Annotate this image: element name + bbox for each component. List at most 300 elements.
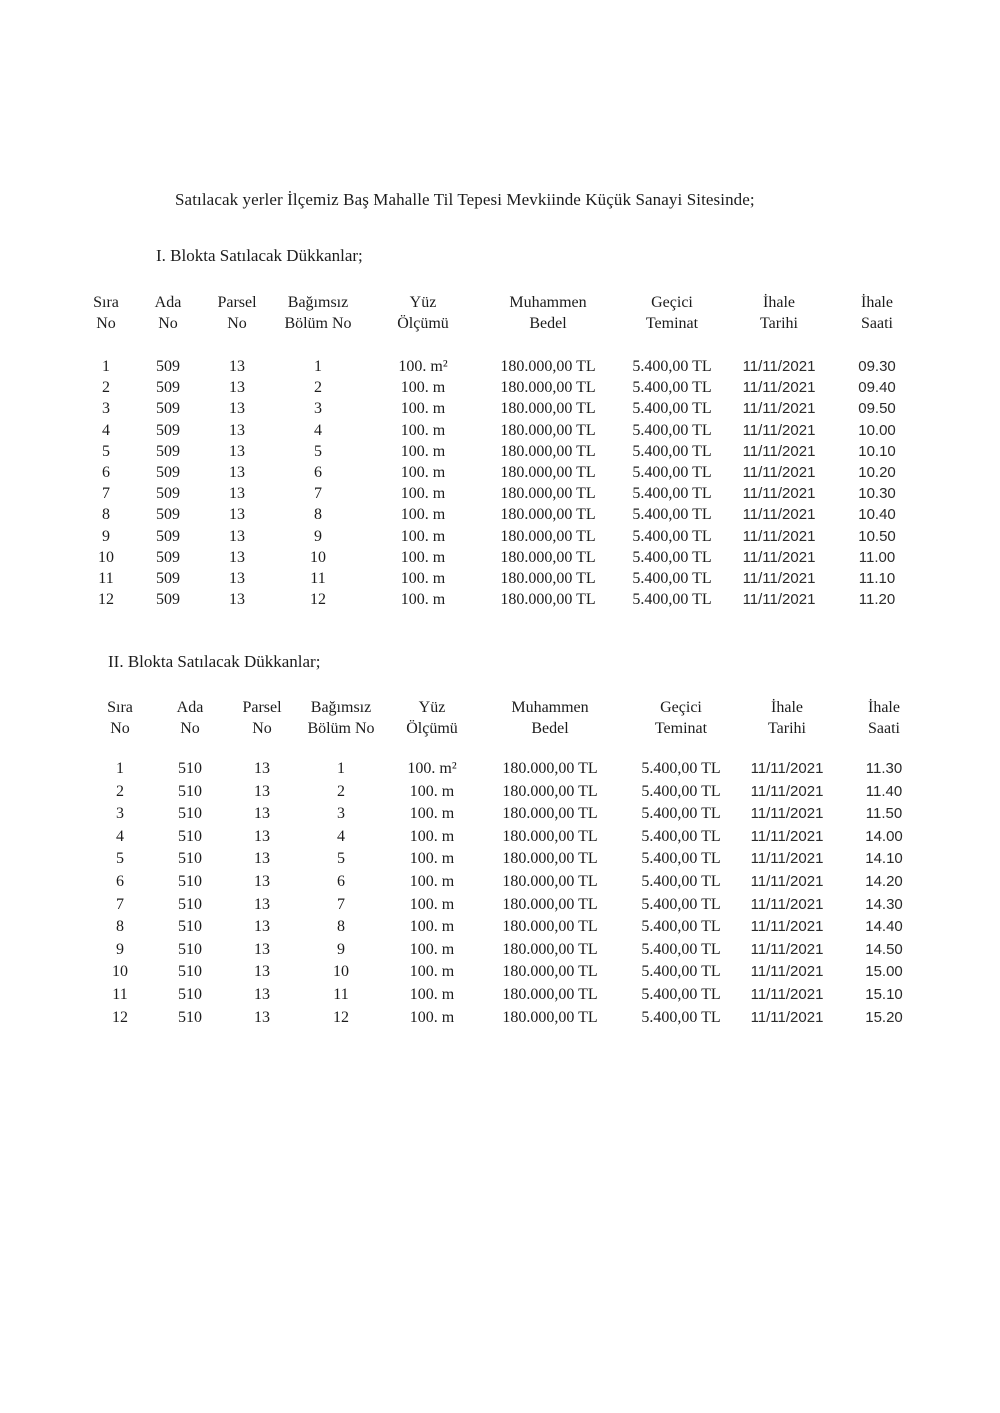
cell-ada-no: 510	[178, 805, 202, 823]
header-sira-no	[93, 292, 119, 334]
cell-ada-no: 510	[178, 850, 202, 868]
cell-muhammen-bedel: 180.000,00 TL	[500, 421, 596, 439]
cell-parsel-no: 13	[254, 805, 270, 823]
cell-gecici-teminat: 5.400,00 TL	[641, 985, 721, 1003]
cell-ada-no: 509	[156, 463, 180, 481]
cell-muhammen-bedel: 180.000,00 TL	[502, 827, 598, 845]
cell-yuz-olcumu: 100. m	[409, 850, 455, 868]
cell-ihale-tarihi: 11/11/2021	[742, 485, 816, 503]
cell-muhammen-bedel: 180.000,00 TL	[500, 591, 596, 609]
cell-muhammen-bedel: 180.000,00 TL	[502, 805, 598, 823]
table-row	[0, 379, 1000, 400]
cell-parsel-no: 13	[254, 940, 270, 958]
cell-yuz-olcumu: 100. m²	[398, 358, 448, 375]
cell-gecici-teminat: 5.400,00 TL	[641, 827, 721, 845]
cell-ihale-tarihi: 11/11/2021	[750, 895, 824, 913]
cell-muhammen-bedel: 180.000,00 TL	[500, 485, 596, 503]
header-line: No	[110, 720, 130, 737]
cell-gecici-teminat: 5.400,00 TL	[641, 872, 721, 890]
cell-parsel-no: 13	[229, 569, 245, 587]
header-line: Bölüm No	[284, 315, 352, 332]
table-row	[0, 506, 1000, 527]
cell-yuz-olcumu: 100. m	[409, 782, 455, 800]
cell-ihale-tarihi: 11/11/2021	[742, 506, 816, 524]
block-1-table	[0, 292, 1000, 612]
header-line: Teminat	[654, 720, 708, 737]
cell-ihale-tarihi: 11/11/2021	[750, 1008, 824, 1026]
cell-ada-no: 510	[178, 940, 202, 958]
header-line: No	[252, 720, 272, 737]
header-sira-no	[107, 697, 133, 739]
cell-gecici-teminat: 5.400,00 TL	[641, 782, 721, 800]
table-row	[0, 549, 1000, 570]
cell-parsel-no: 13	[229, 463, 245, 481]
table-row	[0, 873, 1000, 896]
header-line: Tarihi	[768, 720, 806, 737]
header-line: Ada	[154, 294, 182, 311]
table-row	[0, 358, 1000, 379]
cell-bagimsiz-bolum-no: 1	[337, 760, 345, 777]
cell-ihale-saati: 15.00	[865, 963, 903, 981]
header-line: Parsel	[217, 294, 257, 311]
cell-parsel-no: 13	[229, 400, 245, 418]
cell-sira-no: 8	[116, 918, 124, 936]
cell-sira-no: 3	[102, 400, 110, 418]
header-line: Saati	[868, 720, 900, 737]
cell-ada-no: 509	[156, 506, 180, 524]
cell-bagimsiz-bolum-no: 12	[310, 591, 326, 609]
table-row	[0, 941, 1000, 964]
cell-yuz-olcumu: 100. m	[409, 940, 455, 958]
cell-ihale-saati: 14.50	[865, 940, 903, 958]
cell-gecici-teminat: 5.400,00 TL	[632, 527, 712, 545]
cell-gecici-teminat: 5.400,00 TL	[641, 895, 721, 913]
cell-muhammen-bedel: 180.000,00 TL	[500, 379, 596, 397]
cell-parsel-no: 13	[254, 872, 270, 890]
cell-ihale-saati: 14.20	[865, 872, 903, 890]
cell-sira-no: 8	[102, 506, 110, 524]
cell-parsel-no: 13	[254, 985, 270, 1003]
block-2-table	[0, 697, 1000, 1031]
table-row	[0, 591, 1000, 612]
cell-muhammen-bedel: 180.000,00 TL	[500, 400, 596, 418]
header-line: Yüz	[418, 699, 446, 716]
table-row	[0, 828, 1000, 851]
cell-ihale-saati: 11.00	[858, 548, 896, 566]
cell-gecici-teminat: 5.400,00 TL	[632, 463, 712, 481]
cell-ada-no: 509	[156, 421, 180, 439]
header-line: No	[227, 315, 247, 332]
cell-yuz-olcumu: 100. m	[400, 463, 446, 481]
cell-parsel-no: 13	[229, 506, 245, 524]
cell-ihale-tarihi: 11/11/2021	[750, 940, 824, 958]
cell-bagimsiz-bolum-no: 5	[314, 442, 322, 460]
cell-muhammen-bedel: 180.000,00 TL	[500, 506, 596, 524]
cell-gecici-teminat: 5.400,00 TL	[632, 548, 712, 566]
cell-yuz-olcumu: 100. m²	[407, 760, 457, 777]
cell-bagimsiz-bolum-no: 4	[337, 827, 345, 845]
table-row	[0, 850, 1000, 873]
cell-gecici-teminat: 5.400,00 TL	[632, 569, 712, 587]
header-line: İhale	[771, 699, 803, 716]
cell-bagimsiz-bolum-no: 2	[314, 379, 322, 397]
cell-yuz-olcumu: 100. m	[409, 1008, 455, 1026]
table-header	[0, 697, 1000, 747]
header-gecici-teminat	[655, 697, 707, 739]
cell-ada-no: 509	[156, 548, 180, 566]
cell-gecici-teminat: 5.400,00 TL	[641, 850, 721, 868]
header-line: Parsel	[242, 699, 282, 716]
cell-gecici-teminat: 5.400,00 TL	[632, 506, 712, 524]
cell-parsel-no: 13	[229, 421, 245, 439]
cell-bagimsiz-bolum-no: 11	[310, 569, 326, 587]
cell-gecici-teminat: 5.400,00 TL	[632, 400, 712, 418]
header-line: Bağımsız	[310, 699, 372, 716]
cell-ihale-tarihi: 11/11/2021	[750, 850, 824, 868]
cell-gecici-teminat: 5.400,00 TL	[641, 918, 721, 936]
cell-bagimsiz-bolum-no: 8	[337, 918, 345, 936]
cell-parsel-no: 13	[229, 358, 245, 375]
cell-ihale-saati: 11.10	[858, 569, 896, 587]
cell-sira-no: 7	[102, 485, 110, 503]
cell-ihale-tarihi: 11/11/2021	[750, 805, 824, 823]
cell-gecici-teminat: 5.400,00 TL	[632, 379, 712, 397]
cell-gecici-teminat: 5.400,00 TL	[632, 442, 712, 460]
cell-bagimsiz-bolum-no: 7	[337, 895, 345, 913]
cell-ada-no: 509	[156, 358, 180, 375]
cell-bagimsiz-bolum-no: 4	[314, 421, 322, 439]
table-row	[0, 570, 1000, 591]
cell-gecici-teminat: 5.400,00 TL	[641, 963, 721, 981]
cell-ihale-tarihi: 11/11/2021	[742, 442, 816, 460]
cell-yuz-olcumu: 100. m	[409, 918, 455, 936]
cell-parsel-no: 13	[254, 850, 270, 868]
table-row	[0, 464, 1000, 485]
cell-ihale-saati: 11.20	[858, 591, 896, 609]
header-line: Ölçümü	[406, 720, 458, 737]
cell-bagimsiz-bolum-no: 10	[333, 963, 349, 981]
cell-muhammen-bedel: 180.000,00 TL	[500, 548, 596, 566]
table-row	[0, 963, 1000, 986]
cell-muhammen-bedel: 180.000,00 TL	[502, 1008, 598, 1026]
cell-muhammen-bedel: 180.000,00 TL	[502, 963, 598, 981]
cell-parsel-no: 13	[254, 963, 270, 981]
cell-yuz-olcumu: 100. m	[409, 872, 455, 890]
cell-bagimsiz-bolum-no: 3	[337, 805, 345, 823]
cell-sira-no: 12	[112, 1008, 128, 1026]
cell-ada-no: 509	[156, 527, 180, 545]
cell-bagimsiz-bolum-no: 3	[314, 400, 322, 418]
header-line: Saati	[861, 315, 893, 332]
cell-ihale-tarihi: 11/11/2021	[750, 872, 824, 890]
cell-ada-no: 510	[178, 827, 202, 845]
cell-sira-no: 1	[116, 760, 124, 777]
table-row	[0, 1009, 1000, 1032]
cell-muhammen-bedel: 180.000,00 TL	[500, 442, 596, 460]
header-bagimsiz-bolum-no	[307, 697, 374, 739]
cell-ihale-saati: 10.30	[858, 485, 896, 503]
header-line: No	[180, 720, 200, 737]
cell-parsel-no: 13	[254, 918, 270, 936]
cell-yuz-olcumu: 100. m	[409, 827, 455, 845]
table-row	[0, 783, 1000, 806]
cell-ada-no: 510	[178, 963, 202, 981]
cell-gecici-teminat: 5.400,00 TL	[641, 1008, 721, 1026]
cell-sira-no: 2	[116, 782, 124, 800]
cell-sira-no: 12	[98, 591, 114, 609]
cell-ihale-saati: 15.10	[865, 985, 903, 1003]
cell-ihale-saati: 10.00	[858, 421, 896, 439]
cell-parsel-no: 13	[254, 782, 270, 800]
cell-muhammen-bedel: 180.000,00 TL	[502, 918, 598, 936]
header-line: İhale	[868, 699, 900, 716]
cell-ihale-saati: 09.30	[858, 358, 896, 375]
cell-sira-no: 11	[112, 985, 128, 1003]
cell-sira-no: 10	[112, 963, 128, 981]
cell-ihale-saati: 14.30	[865, 895, 903, 913]
cell-ihale-tarihi: 11/11/2021	[750, 782, 824, 800]
cell-ihale-saati: 15.20	[865, 1008, 903, 1026]
cell-ada-no: 509	[156, 591, 180, 609]
header-ihale-saati	[861, 292, 893, 334]
cell-gecici-teminat: 5.400,00 TL	[632, 485, 712, 503]
cell-muhammen-bedel: 180.000,00 TL	[502, 872, 598, 890]
cell-ihale-tarihi: 11/11/2021	[742, 379, 816, 397]
cell-sira-no: 7	[116, 895, 124, 913]
cell-ihale-tarihi: 11/11/2021	[742, 358, 816, 375]
cell-ihale-saati: 09.50	[858, 400, 896, 418]
intro-text: Satılacak yerler İlçemiz Baş Mahalle Til Tepesi Mevkiinde Küçük Sanayi Sitesinde;	[175, 190, 755, 209]
cell-ada-no: 510	[178, 895, 202, 913]
cell-yuz-olcumu: 100. m	[409, 805, 455, 823]
cell-ihale-saati: 09.40	[858, 379, 896, 397]
cell-sira-no: 9	[116, 940, 124, 958]
cell-gecici-teminat: 5.400,00 TL	[632, 591, 712, 609]
header-ihale-tarihi	[760, 292, 798, 334]
header-line: Bedel	[531, 720, 569, 737]
cell-bagimsiz-bolum-no: 6	[314, 463, 322, 481]
header-ihale-saati	[868, 697, 900, 739]
cell-parsel-no: 13	[254, 760, 270, 777]
cell-ihale-saati: 14.10	[865, 850, 903, 868]
cell-yuz-olcumu: 100. m	[400, 527, 446, 545]
header-parsel-no	[242, 697, 281, 739]
cell-ihale-tarihi: 11/11/2021	[742, 400, 816, 418]
cell-parsel-no: 13	[229, 548, 245, 566]
cell-yuz-olcumu: 100. m	[400, 485, 446, 503]
cell-muhammen-bedel: 180.000,00 TL	[502, 940, 598, 958]
table-header	[0, 292, 1000, 342]
table-row	[0, 918, 1000, 941]
header-line: Ölçümü	[397, 315, 449, 332]
header-ada-no	[177, 697, 204, 739]
cell-bagimsiz-bolum-no: 7	[314, 485, 322, 503]
cell-muhammen-bedel: 180.000,00 TL	[502, 760, 598, 777]
cell-sira-no: 5	[116, 850, 124, 868]
cell-bagimsiz-bolum-no: 11	[333, 985, 349, 1003]
cell-yuz-olcumu: 100. m	[400, 442, 446, 460]
cell-ihale-tarihi: 11/11/2021	[742, 591, 816, 609]
header-muhammen-bedel	[509, 292, 586, 334]
cell-muhammen-bedel: 180.000,00 TL	[502, 850, 598, 868]
header-line: Bölüm No	[307, 720, 375, 737]
cell-bagimsiz-bolum-no: 1	[314, 358, 322, 375]
cell-ihale-saati: 10.40	[858, 506, 896, 524]
cell-ada-no: 509	[156, 569, 180, 587]
cell-ihale-tarihi: 11/11/2021	[742, 527, 816, 545]
cell-sira-no: 4	[102, 421, 110, 439]
cell-parsel-no: 13	[229, 442, 245, 460]
cell-bagimsiz-bolum-no: 6	[337, 872, 345, 890]
cell-ada-no: 510	[178, 782, 202, 800]
cell-muhammen-bedel: 180.000,00 TL	[502, 985, 598, 1003]
cell-ihale-tarihi: 11/11/2021	[742, 421, 816, 439]
cell-ada-no: 509	[156, 442, 180, 460]
table-row	[0, 896, 1000, 919]
header-line: Teminat	[645, 315, 699, 332]
table-row	[0, 805, 1000, 828]
cell-ihale-tarihi: 11/11/2021	[750, 827, 824, 845]
header-line: Sıra	[93, 294, 119, 311]
cell-sira-no: 6	[116, 872, 124, 890]
cell-ihale-saati: 14.40	[865, 918, 903, 936]
cell-gecici-teminat: 5.400,00 TL	[641, 760, 721, 777]
cell-yuz-olcumu: 100. m	[400, 569, 446, 587]
cell-ihale-saati: 10.50	[858, 527, 896, 545]
cell-ada-no: 510	[178, 985, 202, 1003]
cell-parsel-no: 13	[229, 485, 245, 503]
cell-parsel-no: 13	[229, 527, 245, 545]
header-line: Sıra	[107, 699, 133, 716]
table-row	[0, 986, 1000, 1009]
cell-ada-no: 509	[156, 485, 180, 503]
cell-muhammen-bedel: 180.000,00 TL	[500, 463, 596, 481]
cell-sira-no: 11	[98, 569, 114, 587]
cell-ihale-tarihi: 11/11/2021	[742, 463, 816, 481]
cell-gecici-teminat: 5.400,00 TL	[641, 940, 721, 958]
header-line: No	[158, 315, 178, 332]
cell-sira-no: 3	[116, 805, 124, 823]
header-line: Muhammen	[509, 294, 587, 311]
cell-sira-no: 1	[102, 358, 110, 375]
table-row	[0, 485, 1000, 506]
header-line: Tarihi	[760, 315, 798, 332]
table-row	[0, 400, 1000, 421]
cell-muhammen-bedel: 180.000,00 TL	[500, 569, 596, 587]
cell-sira-no: 4	[116, 827, 124, 845]
header-line: Geçici	[651, 294, 693, 311]
cell-parsel-no: 13	[229, 379, 245, 397]
header-line: İhale	[763, 294, 795, 311]
cell-ihale-saati: 14.00	[865, 827, 903, 845]
cell-muhammen-bedel: 180.000,00 TL	[502, 782, 598, 800]
header-line: Yüz	[409, 294, 437, 311]
header-yuz-olcumu	[397, 292, 449, 334]
cell-yuz-olcumu: 100. m	[400, 591, 446, 609]
cell-muhammen-bedel: 180.000,00 TL	[500, 358, 596, 375]
header-bagimsiz-bolum-no	[284, 292, 351, 334]
cell-ada-no: 510	[178, 1008, 202, 1026]
table-row	[0, 528, 1000, 549]
header-line: Ada	[176, 699, 204, 716]
cell-parsel-no: 13	[254, 1008, 270, 1026]
cell-ihale-tarihi: 11/11/2021	[750, 985, 824, 1003]
cell-ihale-saati: 11.50	[865, 805, 903, 823]
cell-sira-no: 2	[102, 379, 110, 397]
cell-muhammen-bedel: 180.000,00 TL	[500, 527, 596, 545]
cell-ihale-tarihi: 11/11/2021	[750, 760, 824, 777]
header-line: İhale	[861, 294, 893, 311]
cell-gecici-teminat: 5.400,00 TL	[641, 805, 721, 823]
cell-yuz-olcumu: 100. m	[400, 421, 446, 439]
cell-ada-no: 509	[156, 379, 180, 397]
header-line: No	[96, 315, 116, 332]
cell-parsel-no: 13	[229, 591, 245, 609]
header-parsel-no	[217, 292, 256, 334]
cell-parsel-no: 13	[254, 895, 270, 913]
cell-ihale-tarihi: 11/11/2021	[742, 569, 816, 587]
cell-yuz-olcumu: 100. m	[400, 400, 446, 418]
header-yuz-olcumu	[406, 697, 458, 739]
header-gecici-teminat	[646, 292, 698, 334]
cell-sira-no: 5	[102, 442, 110, 460]
cell-ada-no: 510	[178, 760, 202, 777]
cell-ihale-saati: 11.30	[865, 760, 903, 777]
cell-ihale-saati: 10.20	[858, 463, 896, 481]
table-row	[0, 760, 1000, 783]
table-row	[0, 443, 1000, 464]
cell-ihale-tarihi: 11/11/2021	[742, 548, 816, 566]
cell-ihale-saati: 11.40	[865, 782, 903, 800]
cell-bagimsiz-bolum-no: 5	[337, 850, 345, 868]
header-line: Bağımsız	[287, 294, 349, 311]
cell-sira-no: 6	[102, 463, 110, 481]
cell-ihale-tarihi: 11/11/2021	[750, 963, 824, 981]
cell-yuz-olcumu: 100. m	[409, 985, 455, 1003]
header-ihale-tarihi	[768, 697, 806, 739]
cell-bagimsiz-bolum-no: 10	[310, 548, 326, 566]
header-line: Muhammen	[511, 699, 589, 716]
cell-bagimsiz-bolum-no: 9	[314, 527, 322, 545]
cell-muhammen-bedel: 180.000,00 TL	[502, 895, 598, 913]
cell-sira-no: 10	[98, 548, 114, 566]
cell-bagimsiz-bolum-no: 9	[337, 940, 345, 958]
block-1-title: I. Blokta Satılacak Dükkanlar;	[156, 246, 363, 265]
cell-ihale-saati: 10.10	[858, 442, 896, 460]
cell-yuz-olcumu: 100. m	[400, 548, 446, 566]
cell-bagimsiz-bolum-no: 12	[333, 1008, 349, 1026]
block-2-title: II. Blokta Satılacak Dükkanlar;	[108, 652, 321, 671]
cell-sira-no: 9	[102, 527, 110, 545]
cell-gecici-teminat: 5.400,00 TL	[632, 421, 712, 439]
header-line: Bedel	[529, 315, 567, 332]
cell-gecici-teminat: 5.400,00 TL	[632, 358, 712, 375]
cell-yuz-olcumu: 100. m	[409, 963, 455, 981]
cell-yuz-olcumu: 100. m	[400, 379, 446, 397]
cell-ihale-tarihi: 11/11/2021	[750, 918, 824, 936]
cell-yuz-olcumu: 100. m	[409, 895, 455, 913]
cell-yuz-olcumu: 100. m	[400, 506, 446, 524]
cell-ada-no: 509	[156, 400, 180, 418]
table-row	[0, 422, 1000, 443]
header-line: Geçici	[660, 699, 702, 716]
cell-ada-no: 510	[178, 872, 202, 890]
header-ada-no	[155, 292, 182, 334]
header-muhammen-bedel	[511, 697, 588, 739]
cell-bagimsiz-bolum-no: 8	[314, 506, 322, 524]
cell-parsel-no: 13	[254, 827, 270, 845]
cell-ada-no: 510	[178, 918, 202, 936]
